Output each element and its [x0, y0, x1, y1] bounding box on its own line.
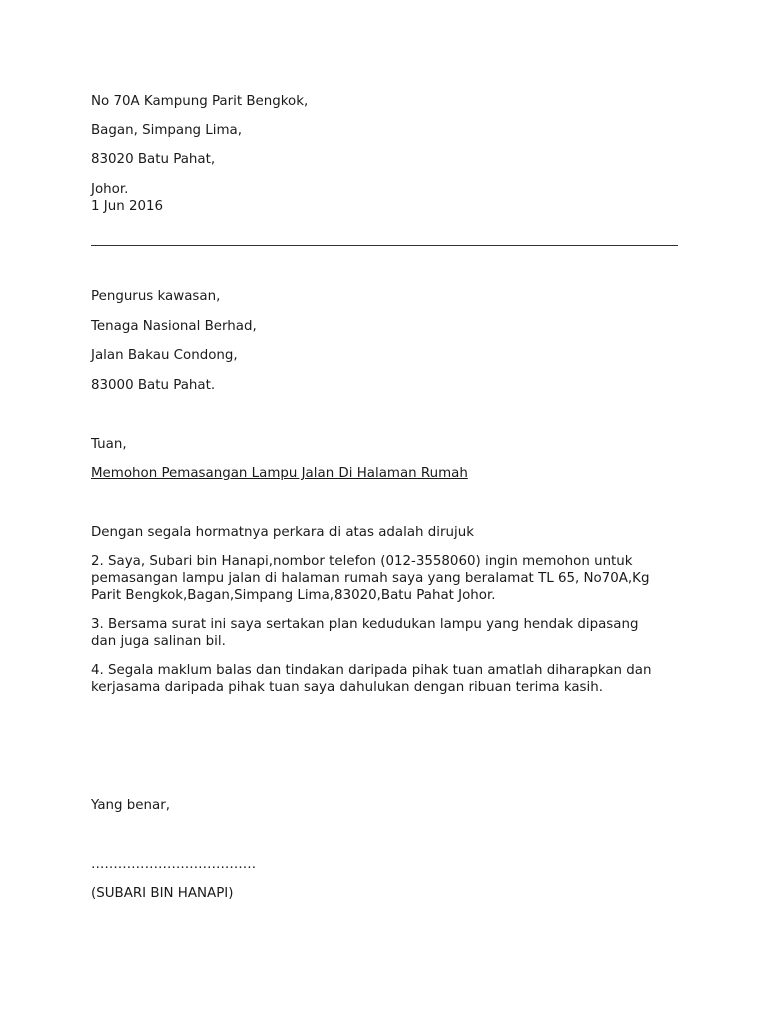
paragraph-2	[91, 553, 691, 604]
recipient-address-line-1: Pengurus kawasan,	[91, 289, 221, 304]
recipient-address-line-2: Tenaga Nasional Berhad,	[91, 319, 257, 334]
sender-address-line-3: 83020 Batu Pahat,	[91, 152, 216, 167]
opening-sentence: Dengan segala hormatnya perkara di atas adalah dirujuk	[91, 525, 474, 540]
paragraph-3-line: 3. Bersama surat ini saya sertakan plan kedudukan lampu yang hendak dipasang	[91, 617, 639, 632]
paragraph-3-line: dan juga salinan bil.	[91, 634, 226, 649]
letter-subject: Memohon Pemasangan Lampu Jalan Di Halaman Rumah	[91, 466, 468, 481]
paragraph-4-line: kerjasama daripada pihak tuan saya dahulukan dengan ribuan terima kasih.	[91, 680, 603, 695]
paragraph-4	[91, 662, 691, 696]
valediction: Yang benar,	[91, 798, 170, 813]
header-divider	[91, 245, 678, 246]
paragraph-2-line: pemasangan lampu jalan di halaman rumah saya yang beralamat TL 65, No70A,Kg	[91, 571, 650, 586]
sender-address-line-4: Johor.	[91, 182, 129, 197]
letter-date: 1 Jun 2016	[91, 199, 164, 214]
recipient-address-line-4: 83000 Batu Pahat.	[91, 378, 216, 393]
paragraph-2-line: Parit Bengkok,Bagan,Simpang Lima,83020,Batu Pahat Johor.	[91, 588, 496, 603]
paragraph-4-line: 4. Segala maklum balas dan tindakan daripada pihak tuan amatlah diharapkan dan	[91, 663, 652, 678]
sender-address-line-2: Bagan, Simpang Lima,	[91, 123, 242, 138]
signature-line: ……………………………….	[91, 857, 256, 872]
paragraph-2-line: 2. Saya, Subari bin Hanapi,nombor telefon (012-3558060) ingin memohon untuk	[91, 554, 633, 569]
sender-address-line-1: No 70A Kampung Parit Bengkok,	[91, 94, 309, 109]
signatory-name: (SUBARI BIN HANAPI)	[91, 886, 234, 901]
paragraph-3	[91, 616, 691, 650]
salutation: Tuan,	[91, 437, 127, 452]
recipient-address-line-3: Jalan Bakau Condong,	[91, 348, 238, 363]
